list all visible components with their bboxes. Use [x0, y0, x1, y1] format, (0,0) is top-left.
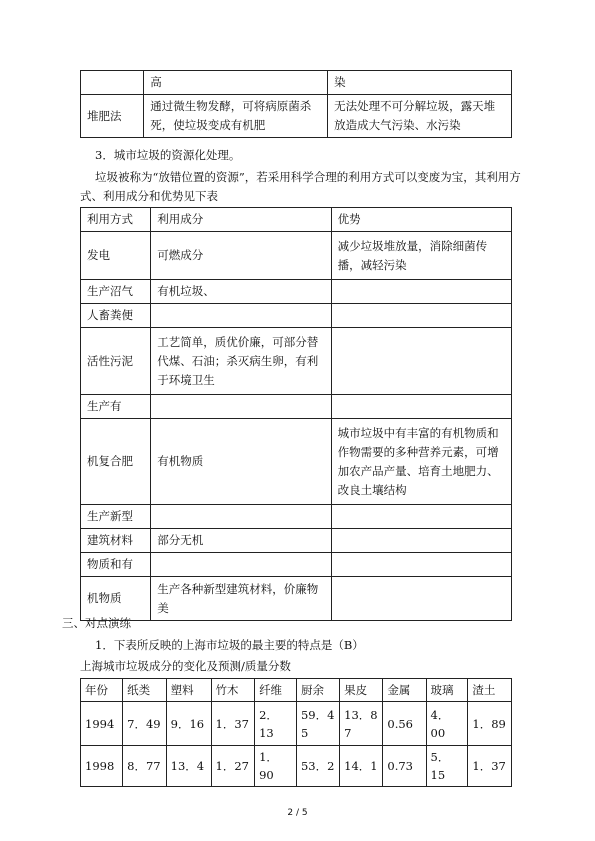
garbage-composition-table: [80, 678, 512, 787]
comparison-table-continued: [80, 70, 512, 138]
table-cell: 生产沼气: [81, 280, 151, 304]
table-cell: 9．16: [166, 702, 211, 746]
table-caption: 上海城市垃圾成分的变化及预测/质量分数: [80, 659, 291, 673]
table-row: [81, 232, 512, 280]
table-row: [81, 395, 512, 419]
table-row: [81, 419, 512, 505]
table-row: [81, 304, 512, 328]
table-cell: 53．2: [296, 746, 339, 787]
table-cell: [151, 553, 331, 577]
table-cell: 0.73: [383, 746, 426, 787]
question-text: 1．下表所反映的上海市垃圾的最主要的特点是（B）: [95, 638, 364, 652]
column-header: 塑料: [166, 679, 211, 702]
table-cell: [331, 529, 511, 553]
table-cell: 工艺简单，质优价廉，可部分替代煤、石油；杀灭病生卵，有利于环境卫生: [151, 328, 331, 395]
table-row: [81, 95, 512, 138]
section-title: 3．城市垃圾的资源化处理。: [95, 148, 241, 162]
table-row: [81, 505, 512, 529]
section-heading: 三、对点演练: [62, 616, 131, 630]
table-cell: [331, 328, 511, 395]
table-cell: 1．90: [255, 746, 297, 787]
table-cell: 机复合肥: [81, 419, 151, 505]
table-cell: 1998: [81, 746, 123, 787]
table-cell: [151, 505, 331, 529]
table-cell: 减少垃圾堆放量，消除细菌传播，减轻污染: [331, 232, 511, 280]
column-header: 利用成分: [151, 208, 331, 232]
table-cell: 可燃成分: [151, 232, 331, 280]
table-cell: 城市垃圾中有丰富的有机物质和作物需要的多种营养元素，可增加农产品产量、培育土地肥力、改良土壤结构: [331, 419, 511, 505]
table-row: [81, 280, 512, 304]
table-cell: 高: [144, 71, 328, 95]
table-cell: 13．87: [340, 702, 383, 746]
table-row: [81, 553, 512, 577]
table-cell: 通过微生物发酵，可将病原菌杀死，使垃圾变成有机肥: [144, 95, 328, 138]
table-cell: 14．1: [340, 746, 383, 787]
table-cell: 发电: [81, 232, 151, 280]
table-cell: 13．4: [166, 746, 211, 787]
table-cell: 人畜粪便: [81, 304, 151, 328]
table-cell: 染: [328, 71, 512, 95]
page-number: 2 / 5: [287, 808, 308, 818]
table-cell: [331, 395, 511, 419]
table-cell: 5．15: [426, 746, 468, 787]
column-header: 金属: [383, 679, 426, 702]
table-cell: 7．49: [123, 702, 167, 746]
table-cell: 无法处理不可分解垃圾，露天堆放造成大气污染、水污染: [328, 95, 512, 138]
table-cell: 生产新型: [81, 505, 151, 529]
column-header: 渣土: [468, 679, 512, 702]
table-cell: [81, 71, 144, 95]
table-cell: 部分无机: [151, 529, 331, 553]
column-header: 纤维: [255, 679, 297, 702]
column-header: 纸类: [123, 679, 167, 702]
table-cell: 4．00: [426, 702, 468, 746]
table-cell: 物质和有: [81, 553, 151, 577]
table-cell: 有机物质: [151, 419, 331, 505]
table-cell: 机物质: [81, 577, 151, 621]
utilization-table: [80, 207, 512, 621]
table-cell: [331, 553, 511, 577]
column-header: 玻璃: [426, 679, 468, 702]
table-cell: 堆肥法: [81, 95, 144, 138]
table-row: [81, 702, 512, 746]
table-cell: 1．37: [468, 746, 512, 787]
table-cell: 有机垃圾、: [151, 280, 331, 304]
table-cell: 活性污泥: [81, 328, 151, 395]
table-cell: [151, 395, 331, 419]
table-cell: 1．37: [211, 702, 255, 746]
table-cell: [151, 304, 331, 328]
table-cell: [331, 304, 511, 328]
table-cell: [331, 505, 511, 529]
column-header: 年份: [81, 679, 123, 702]
column-header: 厨余: [296, 679, 339, 702]
table-row: [81, 71, 512, 95]
table-row: [81, 529, 512, 553]
table-cell: 1．27: [211, 746, 255, 787]
column-header: 优势: [331, 208, 511, 232]
table-cell: [331, 577, 511, 621]
table-cell: 0.56: [383, 702, 426, 746]
table-cell: 生产有: [81, 395, 151, 419]
paragraph-line: 式、利用成分和优势见下表: [80, 189, 218, 203]
table-cell: [331, 280, 511, 304]
table-row: [81, 577, 512, 621]
table-cell: 8．77: [123, 746, 167, 787]
table-row: [81, 746, 512, 787]
column-header: 果皮: [340, 679, 383, 702]
table-cell: 2．13: [255, 702, 297, 746]
table-cell: 1994: [81, 702, 123, 746]
paragraph-line: 垃圾被称为“放错位置的资源”，若采用科学合理的利用方式可以变废为宝，其利用方: [95, 170, 521, 184]
table-row: [81, 328, 512, 395]
table-cell: 1．89: [468, 702, 512, 746]
column-header: 竹木: [211, 679, 255, 702]
table-cell: 生产各种新型建筑材料，价廉物美: [151, 577, 331, 621]
table-cell: 59．45: [296, 702, 339, 746]
table-header-row: [81, 208, 512, 232]
column-header: 利用方式: [81, 208, 151, 232]
table-header-row: [81, 679, 512, 702]
table-cell: 建筑材料: [81, 529, 151, 553]
